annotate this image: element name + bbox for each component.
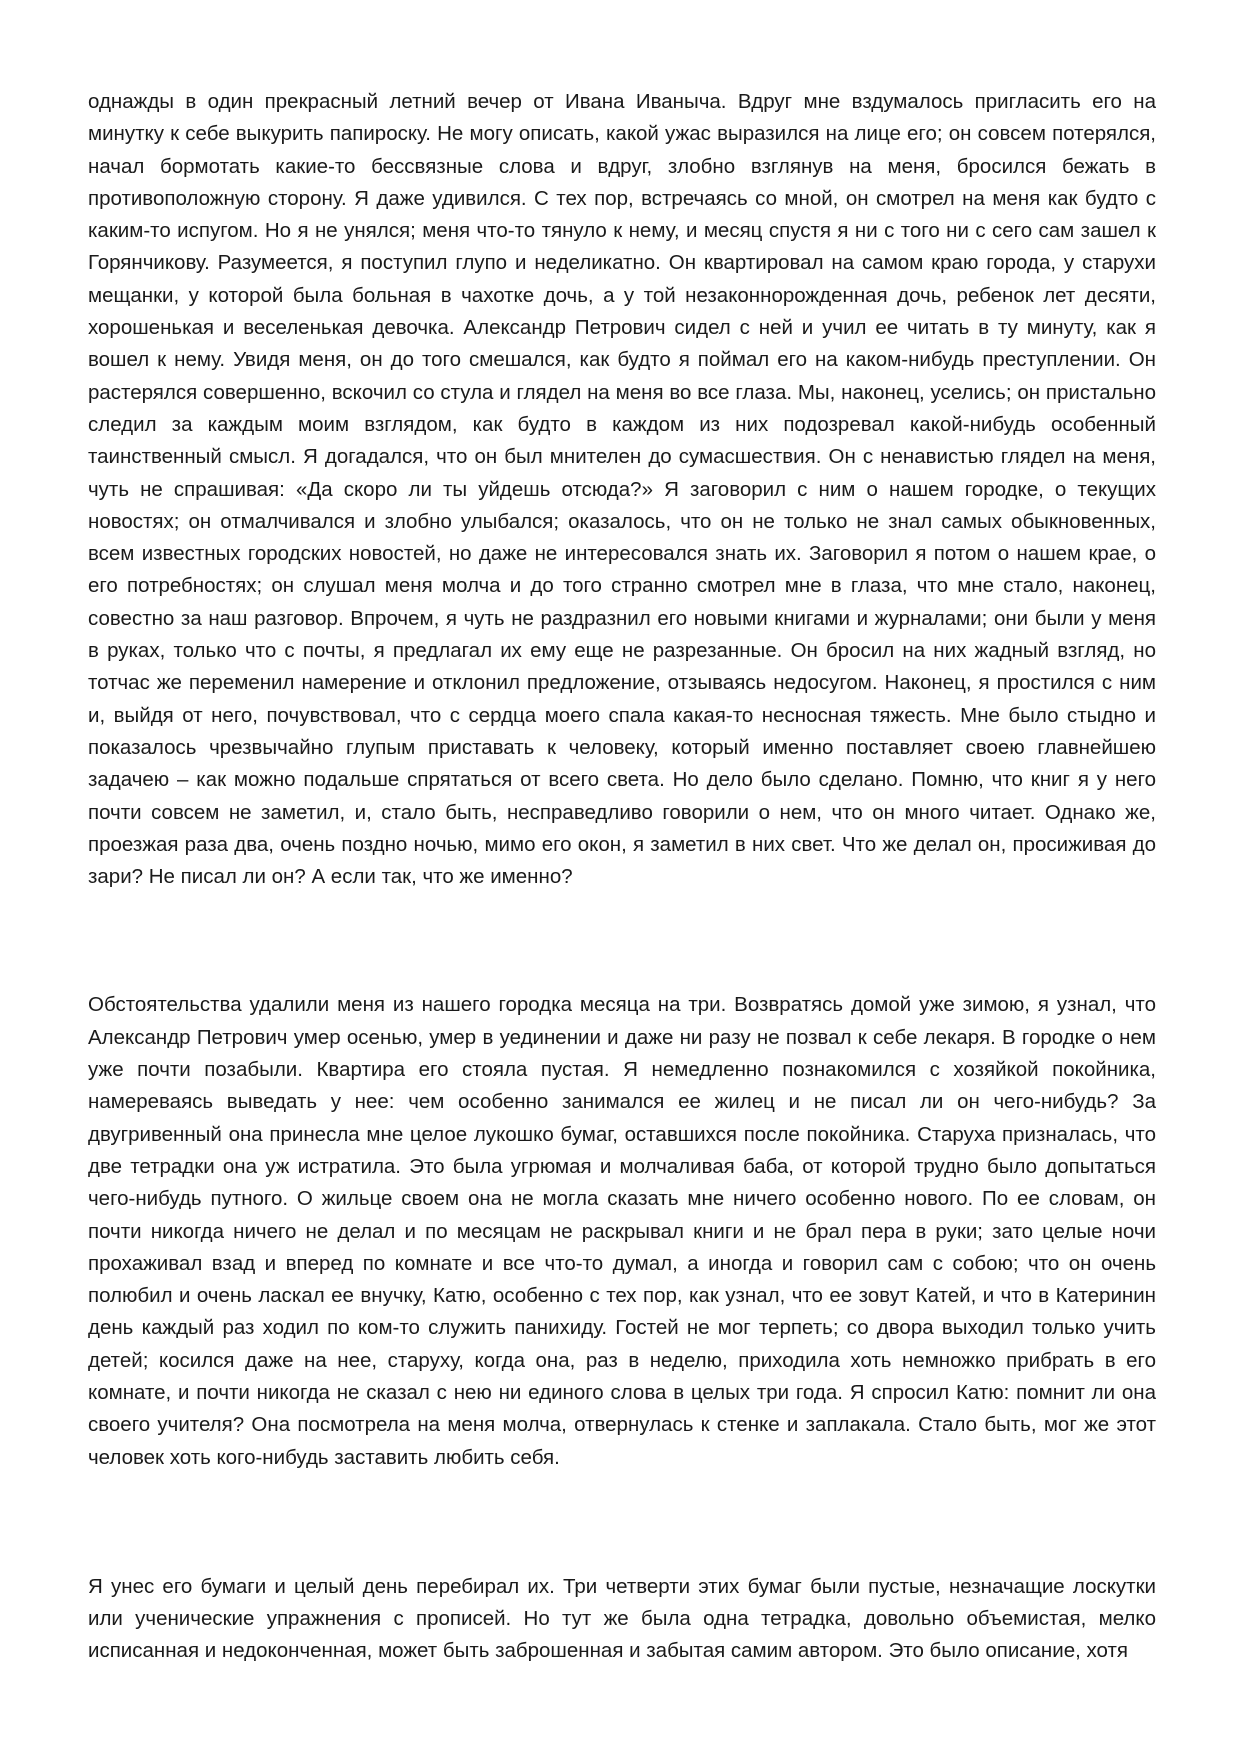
paragraph-2: Обстоятельства удалили меня из нашего городка месяца на три. Возвратясь домой уже зимою, я узнал, что Александр Петрович умер осенью, умер в уединении и даже ни разу не позвал к себе лекаря. В городке о нем уже почти позабыли. Квартира его стояла пустая. Я немедленно познакомился с хозяйкой покойника, намереваясь выведать у нее: чем особенно занимался ее жилец и не писал ли он чего-нибудь? За двугривенный она принесла мне целое лукошко бумаг, оставшихся после покойника. Старуха призналась, что две тетрадки она уж истратила. Это была угрюмая и молчаливая баба, от которой трудно было допытаться чего-нибудь путного. О жильце своем она не могла сказать мне ничего особенно нового. По ее словам, он почти никогда ничего не делал и по месяцам не раскрывал книги и не брал пера в руки; зато целые ночи прохаживал взад и вперед по комнате и все что-то думал, а иногда и говорил сам с собою; что он очень полюбил и очень ласкал ее внучку, Катю, особенно с тех пор, как узнал, что ее зовут Катей, и что в Катеринин день каждый раз ходил по ком-то служить панихиду. Гостей не мог терпеть; со двора выходил только учить детей; косился даже на нее, старуху, когда она, раз в неделю, приходила хоть немножко прибрать в его комнате, и почти никогда не сказал с нею ни единого слова в целых три года. Я спросил Катю: помнит ли она своего учителя? Она посмотрела на меня молча, отвернулась к стенке и заплакала. Стало быть, мог же этот человек хоть кого-нибудь заставить любить себя. [88, 993, 1156, 1469]
document-page [88, 86, 1156, 1668]
paragraph-1: однажды в один прекрасный летний вечер от Ивана Иваныча. Вдруг мне вздумалось пригласить его на минутку к себе выкурить папироску. Не могу описать, какой ужас выразился на лице его; он совсем потерялся, начал бормотать какие-то бессвязные слова и вдруг, злобно взглянув на меня, бросился бежать в противоположную сторону. Я даже удивился. С тех пор, встречаясь со мной, он смотрел на меня как будто с каким-то испугом. Но я не унялся; меня что-то тянуло к нему, и месяц спустя я ни с того ни с сего сам зашел к Горянчикову. Разумеется, я поступил глупо и неделикатно. Он квартировал на самом краю города, у старухи мещанки, у которой была больная в чахотке дочь, а у той незаконнорожденная дочь, ребенок лет десяти, хорошенькая и веселенькая девочка. Александр Петрович сидел с ней и учил ее читать в ту минуту, как я вошел к нему. Увидя меня, он до того смешался, как будто я поймал его на каком-нибудь преступлении. Он растерялся совершенно, вскочил со стула и глядел на меня во все глаза. Мы, наконец, уселись; он пристально следил за каждым моим взглядом, как будто в каждом из них подозревал какой-нибудь особенный таинственный смысл. Я догадался, что он был мнителен до сумасшествия. Он с ненавистью глядел на меня, чуть не спрашивая: «Да скоро ли ты уйдешь отсюда?» Я заговорил с ним о нашем городке, о текущих новостях; он отмалчивался и злобно улыбался; оказалось, что он не только не знал самых обыкновенных, всем известных городских новостей, но даже не интересовался знать их. Заговорил я потом о нашем крае, о его потребностях; он слушал меня молча и до того странно смотрел мне в глаза, что мне стало, наконец, совестно за наш разговор. Впрочем, я чуть не раздразнил его новыми книгами и журналами; они были у меня в руках, только что с почты, я предлагал их ему еще не разрезанные. Он бросил на них жадный взгляд, но тотчас же переменил намерение и отклонил предложение, отзываясь недосугом. Наконец, я простился с ним и, выйдя от него, почувствовал, что с сердца моего спала какая-то несносная тяжесть. Мне было стыдно и показалось чрезвычайно глупым приставать к человеку, который именно поставляет своею главнейшею задачею – как можно подальше спрятаться от всего света. Но дело было сделано. Помню, что книг я у него почти совсем не заметил, и, стало быть, несправедливо говорили о нем, что он много читает. Однако же, проезжая раза два, очень поздно ночью, мимо его окон, я заметил в них свет. Что же делал он, просиживая до зари? Не писал ли он? А если так, что же именно? [88, 90, 1156, 889]
paragraph-3: Я унес его бумаги и целый день перебирал их. Три четверти этих бумаг были пустые, незначащие лоскутки или ученические упражнения с прописей. Но тут же была одна тетрадка, довольно объемистая, мелко исписанная и недоконченная, может быть заброшенная и забытая самим автором. Это было описание, хотя [88, 1574, 1156, 1663]
